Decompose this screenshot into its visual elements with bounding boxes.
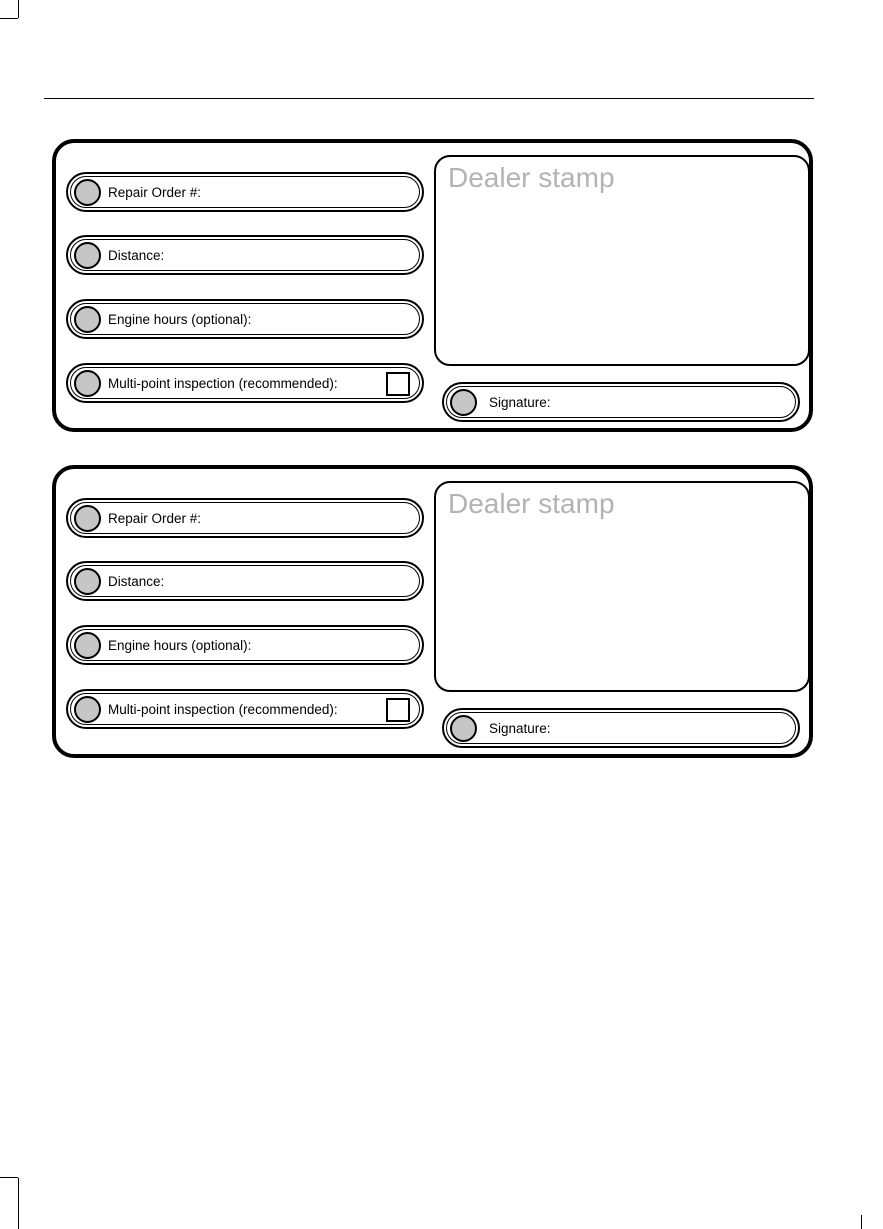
service-record-card	[52, 465, 813, 758]
engine-hours-field[interactable]	[66, 299, 424, 339]
field-marker-icon	[74, 242, 101, 269]
crop-mark-bottom-left-horizontal	[0, 1177, 18, 1178]
field-marker-icon	[74, 632, 101, 659]
signature-field[interactable]	[442, 708, 800, 748]
field-marker-icon	[74, 179, 101, 206]
engine-hours-label: Engine hours (optional):	[108, 312, 252, 327]
crop-mark-top-left-horizontal	[0, 18, 18, 19]
field-marker-icon	[450, 389, 477, 416]
engine-hours-field[interactable]	[66, 625, 424, 665]
signature-label: Signature:	[489, 395, 551, 410]
distance-label: Distance:	[108, 574, 165, 589]
dealer-stamp-label: Dealer stamp	[448, 488, 615, 519]
field-marker-icon	[74, 306, 101, 333]
dealer-stamp-box	[434, 481, 810, 692]
signature-label: Signature:	[489, 721, 551, 736]
crop-mark-top-left-vertical	[18, 0, 19, 18]
dealer-stamp-box	[434, 155, 810, 366]
inspection-field	[66, 689, 424, 729]
distance-field[interactable]	[66, 235, 424, 275]
crop-mark-bottom-left-vertical	[18, 1178, 19, 1229]
header-rule	[44, 98, 814, 99]
service-record-card	[52, 139, 813, 432]
repair-order-field[interactable]	[66, 172, 424, 212]
field-marker-icon	[74, 370, 101, 397]
field-marker-icon	[74, 568, 101, 595]
field-marker-icon	[74, 696, 101, 723]
field-marker-icon	[450, 715, 477, 742]
repair-order-field[interactable]	[66, 498, 424, 538]
inspection-checkbox[interactable]	[386, 372, 410, 396]
signature-field[interactable]	[442, 382, 800, 422]
crop-mark-bottom-right	[861, 1215, 862, 1229]
field-marker-icon	[74, 505, 101, 532]
engine-hours-label: Engine hours (optional):	[108, 638, 252, 653]
repair-order-label: Repair Order #:	[108, 511, 202, 526]
distance-field[interactable]	[66, 561, 424, 601]
inspection-label: Multi-point inspection (recommended):	[108, 702, 338, 717]
inspection-label: Multi-point inspection (recommended):	[108, 376, 338, 391]
distance-label: Distance:	[108, 248, 165, 263]
inspection-field	[66, 363, 424, 403]
repair-order-label: Repair Order #:	[108, 185, 202, 200]
dealer-stamp-label: Dealer stamp	[448, 162, 615, 193]
inspection-checkbox[interactable]	[386, 698, 410, 722]
